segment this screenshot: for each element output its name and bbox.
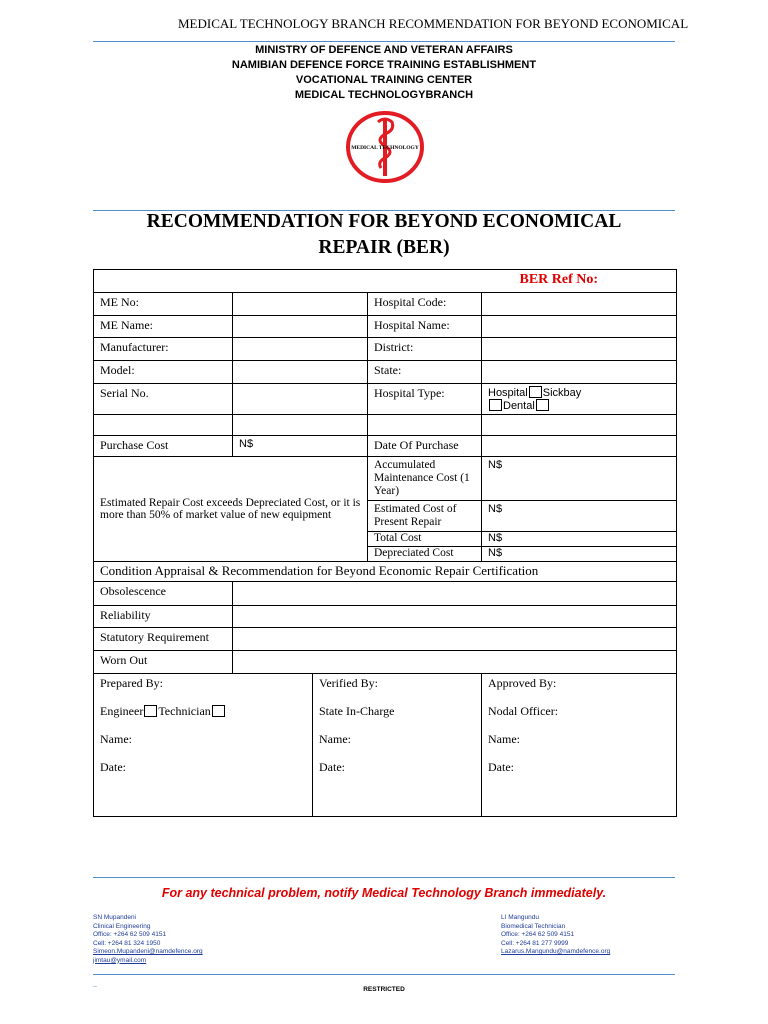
medical-technology-logo [345, 110, 425, 184]
contact-left-office: Office: +264 62 509 4151 [93, 931, 167, 938]
bottom-dash: _ [93, 979, 97, 988]
org-line-center: VOCATIONAL TRAINING CENTER [295, 74, 473, 86]
estimated-cost-field[interactable]: N$ [482, 501, 677, 532]
restricted-label: RESTRICTED [363, 986, 405, 993]
org-line-establishment: NAMIBIAN DEFENCE FORCE TRAINING ESTABLISHMENT [231, 59, 537, 71]
prepared-by-label: Prepared By: [100, 676, 163, 690]
depreciated-cost-field[interactable]: N$ [482, 547, 677, 562]
dental-checkbox[interactable] [536, 399, 549, 411]
me-name-field[interactable] [233, 316, 368, 338]
contact-right-email[interactable]: Lazarus.Mangundu@namdefence.org [501, 948, 611, 955]
manufacturer-field[interactable] [233, 338, 368, 361]
contact-right-name: LI Mangundu [501, 914, 539, 921]
state-in-charge-label: State In-Charge [319, 704, 395, 718]
option-hospital-label: Hospital [488, 387, 528, 399]
org-line-branch: MEDICAL TECHNOLOGYBRANCH [294, 89, 474, 101]
verified-date-label: Date: [319, 760, 345, 774]
approved-by-label: Approved By: [488, 676, 557, 690]
total-cost-field[interactable]: N$ [482, 532, 677, 547]
state-label: State: [368, 361, 482, 384]
depreciated-cost-label: Depreciated Cost [368, 547, 482, 562]
approved-by-section [482, 674, 677, 817]
hospital-checkbox[interactable] [529, 386, 542, 398]
me-no-label: ME No: [94, 293, 233, 316]
running-header: MEDICAL TECHNOLOGY BRANCH RECOMMENDATION FOR BEYOND ECONOMICAL [178, 16, 689, 31]
footer-divider [93, 877, 675, 878]
district-label: District: [368, 338, 482, 361]
org-line-ministry: MINISTRY OF DEFENCE AND VETERAN AFFAIRS [255, 44, 513, 56]
estimate-note: Estimated Repair Cost exceeds Depreciated Cost, or it is more than 50% of market value of new equipment [94, 457, 368, 562]
ber-ref-label: BER Ref No: [94, 270, 677, 293]
prepared-by-section [94, 674, 313, 817]
contact-left-name: SN Mupandeni [93, 914, 136, 921]
accumulated-cost-field[interactable]: N$ [482, 457, 677, 501]
approved-date-label: Date: [488, 760, 514, 774]
worn-out-field[interactable] [233, 651, 677, 674]
statutory-label: Statutory Requirement [94, 628, 233, 651]
nodal-officer-label: Nodal Officer: [488, 704, 559, 718]
serial-no-label: Serial No. [94, 384, 233, 415]
contact-right-cell: Cell: +264 81 277 9999 [501, 939, 569, 947]
contact-right-office: Office: +264 62 509 4151 [501, 931, 575, 938]
model-field[interactable] [233, 361, 368, 384]
hospital-type-label: Hospital Type: [368, 384, 482, 415]
blank-field[interactable] [233, 415, 368, 436]
model-label: Model: [94, 361, 233, 384]
me-name-label: ME Name: [94, 316, 233, 338]
prepared-name-label: Name: [100, 732, 132, 746]
blank-label [368, 415, 482, 436]
verified-by-section [313, 674, 482, 817]
manufacturer-label: Manufacturer: [94, 338, 233, 361]
blank-value[interactable] [482, 415, 677, 436]
contact-right-role: Biomedical Technician [501, 922, 566, 930]
district-field[interactable] [482, 338, 677, 361]
statutory-field[interactable] [233, 628, 677, 651]
serial-no-field[interactable] [233, 384, 368, 415]
hospital-name-field[interactable] [482, 316, 677, 338]
state-field[interactable] [482, 361, 677, 384]
approved-name-label: Name: [488, 732, 520, 746]
logo-text: MEDICAL TECHNOLOGY [351, 145, 419, 151]
accumulated-cost-label: Accumulated Maintenance Cost (1 Year) [368, 457, 482, 501]
worn-out-label: Worn Out [94, 651, 233, 674]
hospital-code-label: Hospital Code: [368, 293, 482, 316]
option-sickbay-label: Sickbay [542, 387, 582, 399]
hospital-code-field[interactable] [482, 293, 677, 316]
contact-left-role: Clinical Engineering [93, 922, 151, 930]
obsolescence-field[interactable] [233, 582, 677, 606]
contact-right [501, 914, 610, 957]
header-divider [93, 41, 675, 42]
contact-left-email[interactable]: Simeon.Mupandeni@namdefence.org [93, 948, 203, 955]
dental-checkbox-left[interactable] [489, 399, 502, 411]
purchase-cost-field[interactable]: N$ [233, 436, 368, 457]
condition-heading: Condition Appraisal & Recommendation for Beyond Economic Repair Certification [94, 562, 677, 582]
technician-checkbox[interactable] [212, 705, 225, 717]
verified-by-label: Verified By: [319, 676, 378, 690]
prepared-date-label: Date: [100, 760, 126, 774]
engineer-technician-row [100, 704, 306, 732]
verified-name-label: Name: [319, 732, 351, 746]
option-dental-label: Dental [503, 400, 535, 412]
hospital-name-label: Hospital Name: [368, 316, 482, 338]
document-title-line2: REPAIR (BER) [318, 237, 450, 258]
obsolescence-label: Obsolescence [94, 582, 233, 606]
hospital-type-options [482, 384, 677, 415]
bottom-divider [93, 974, 675, 975]
engineer-label: Engineer [100, 704, 144, 718]
technician-label: Technician [158, 704, 211, 718]
document-title-line1: RECOMMENDATION FOR BEYOND ECONOMICAL [146, 211, 622, 232]
purchase-cost-label: Purchase Cost [94, 436, 233, 457]
total-cost-label: Total Cost [368, 532, 482, 547]
estimated-cost-label: Estimated Cost of Present Repair [368, 501, 482, 532]
ber-form-table [93, 269, 677, 817]
date-of-purchase-field[interactable] [482, 436, 677, 457]
reliability-field[interactable] [233, 606, 677, 628]
me-no-field[interactable] [233, 293, 368, 316]
reliability-label: Reliability [94, 606, 233, 628]
engineer-checkbox[interactable] [144, 705, 157, 717]
blank-cell [94, 415, 233, 436]
contact-left [93, 914, 203, 965]
date-of-purchase-label: Date Of Purchase [368, 436, 482, 457]
contact-left-email2[interactable]: jimtau@ymail.com [93, 956, 147, 964]
contact-left-cell: Cell: +264 81 324 1950 [93, 939, 161, 947]
footer-notice: For any technical problem, notify Medical Technology Branch immediately. [161, 886, 607, 900]
